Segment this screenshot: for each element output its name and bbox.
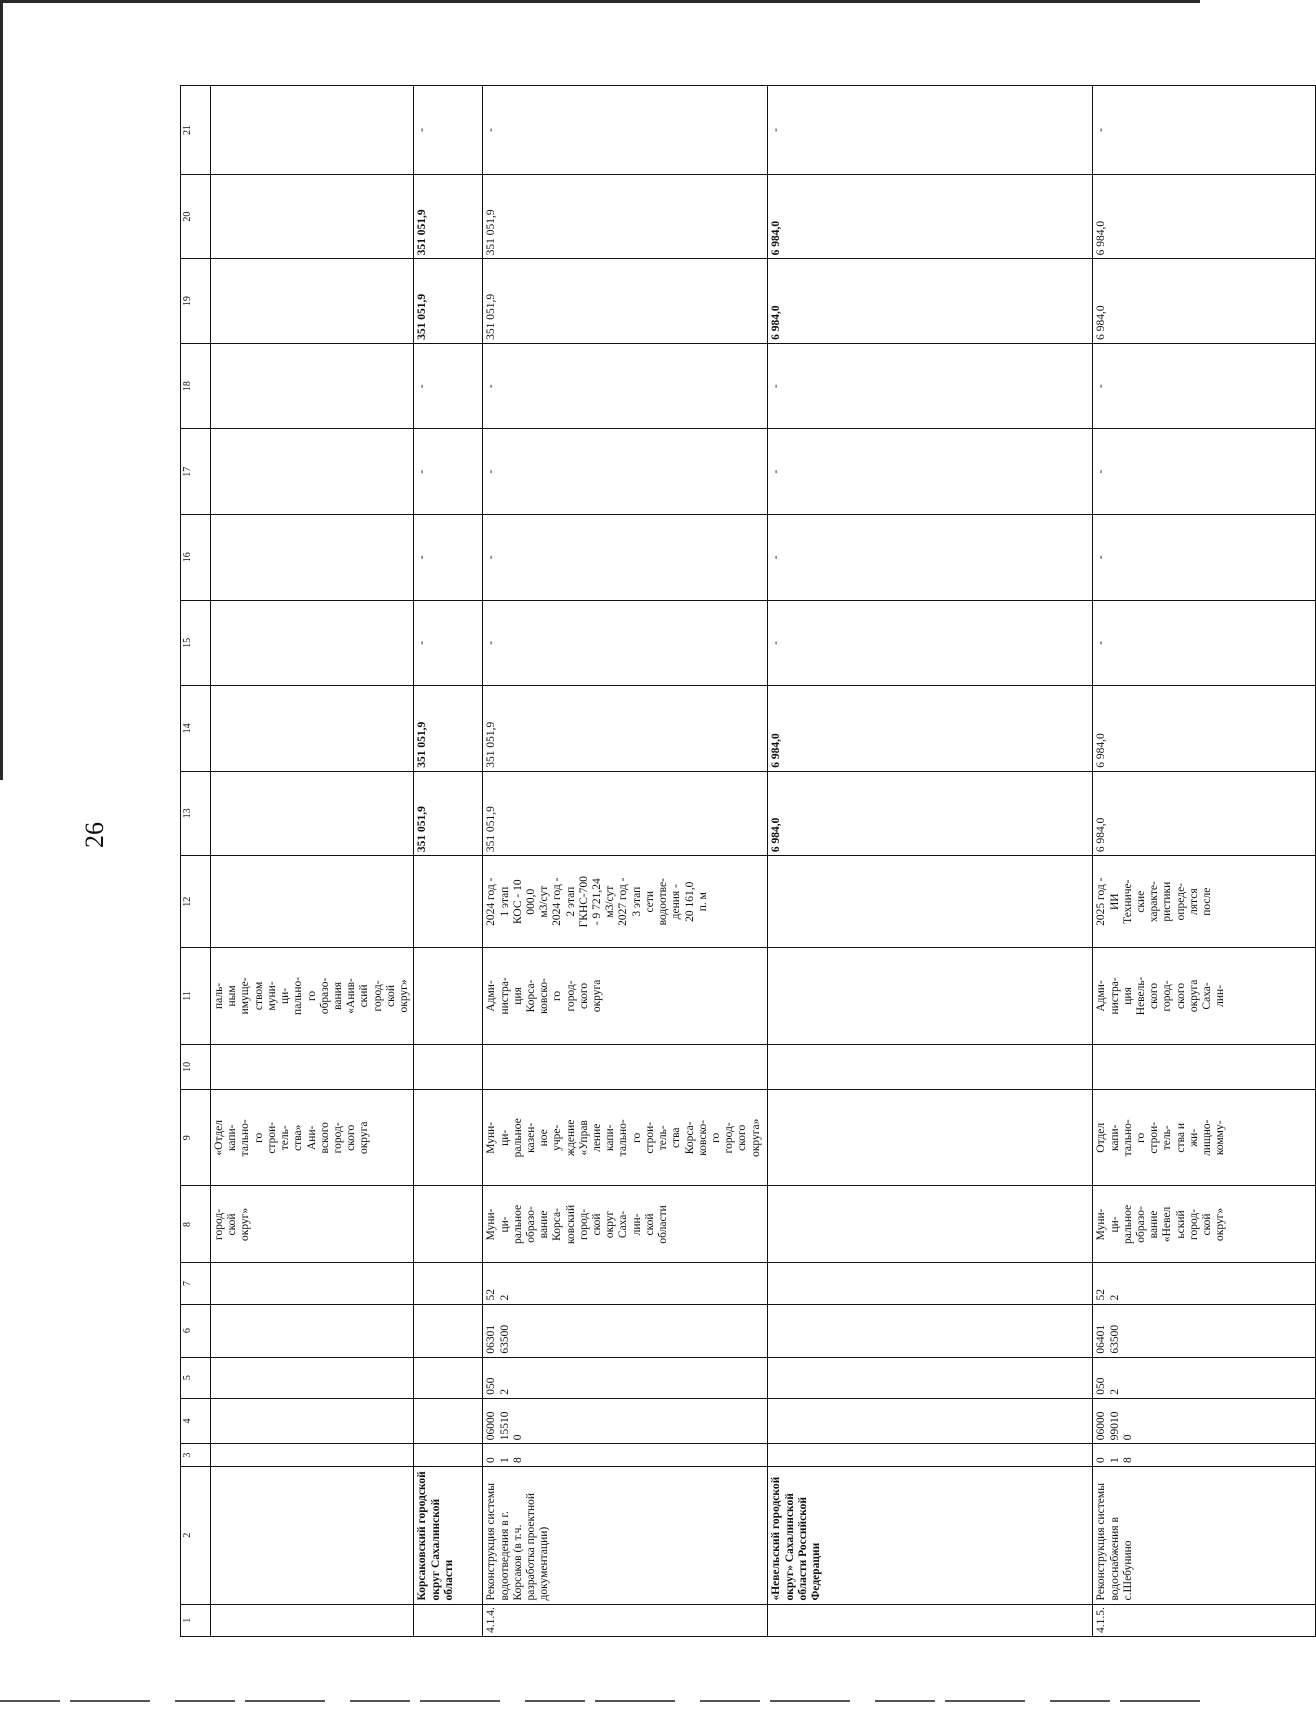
column-number-cell: 21 [181, 86, 211, 175]
item-row [1093, 86, 1316, 1637]
table-cell [414, 1357, 483, 1398]
table-cell [768, 1263, 1093, 1304]
budget-table [180, 85, 1316, 1637]
table-cell [211, 1357, 414, 1398]
column-number-cell: 18 [181, 343, 211, 429]
table-cell: - [768, 515, 1093, 601]
table-cell: 351 051,9 [414, 259, 483, 343]
column-number-cell: 20 [181, 174, 211, 258]
table-cell: Муни- ци- pальное образо- вание «Невел ьский город- ской округ» [1093, 1186, 1316, 1263]
table-cell: - [768, 343, 1093, 429]
table-cell [211, 1466, 414, 1604]
column-number-cell: 6 [181, 1304, 211, 1357]
table-cell: - [1093, 343, 1316, 429]
column-number-cell: 9 [181, 1090, 211, 1186]
table-cell: - [1093, 86, 1316, 175]
table-cell: Адми- нистра- ция Корса- ковско- го город- ского округа [483, 948, 768, 1044]
table-cell: 351 051,9 [414, 174, 483, 258]
table-cell: - [483, 429, 768, 515]
table-cell: - [414, 429, 483, 515]
table-cell: 6 984,0 [1093, 174, 1316, 258]
header-row [181, 86, 211, 1637]
table-cell [211, 259, 414, 343]
table-cell: 351 051,9 [483, 174, 768, 258]
table-cell [211, 515, 414, 601]
table-cell: 6 984,0 [768, 259, 1093, 343]
column-number-cell: 11 [181, 948, 211, 1044]
table-cell [211, 343, 414, 429]
table-cell [768, 1604, 1093, 1636]
table-cell: Корсаковский городской округ Сахалинской области [414, 1466, 483, 1604]
column-number-cell: 19 [181, 259, 211, 343]
page-number: 26 [80, 822, 109, 848]
table-cell: - [768, 600, 1093, 686]
column-number-cell: 17 [181, 429, 211, 515]
table-cell: - [483, 343, 768, 429]
table-cell [414, 1090, 483, 1186]
table-cell: - [414, 600, 483, 686]
subtotal-row [768, 86, 1093, 1637]
table-cell [414, 1186, 483, 1263]
table-cell [414, 948, 483, 1044]
table-cell [211, 1304, 414, 1357]
table-cell [414, 856, 483, 948]
table-cell: «Отдел капи- тально- го строи- тель- ства» Ани- вского город- ского округа [211, 1090, 414, 1186]
table-cell: Реконструкция системы водоотведения в г. Корсаков (в т.ч. разработка проектной документации) [483, 1466, 768, 1604]
table-cell: 06000 99010 0 [1093, 1398, 1316, 1443]
column-number-cell: 5 [181, 1357, 211, 1398]
table-cell: 0 1 8 [1093, 1444, 1316, 1467]
table-cell: - [768, 86, 1093, 175]
table-cell: 351 051,9 [483, 686, 768, 772]
table-cell: - [768, 429, 1093, 515]
table-cell: 2024 год - 1 этап КОС - 10 000,0 м3/сут 2024 год - 2 этап ГКНС-700 - 9 721,24 м3/сут 2027 год - 3 этап сети водоотве- дения - 20 161,0 п. м [483, 856, 768, 948]
table-cell [211, 1444, 414, 1467]
table-cell: - [1093, 600, 1316, 686]
table-cell [211, 429, 414, 515]
table-cell [414, 1304, 483, 1357]
table-cell: Реконструкция системы водоснабжения в с.Шебунино [1093, 1466, 1316, 1604]
table-cell: - [1093, 515, 1316, 601]
table-cell: 351 051,9 [483, 771, 768, 855]
table-cell [768, 1398, 1093, 1443]
table-cell: - [414, 343, 483, 429]
table-cell: 351 051,9 [483, 259, 768, 343]
scan-edge-bottom [0, 1700, 1200, 1702]
table-cell [414, 1398, 483, 1443]
scan-edge-top [0, 0, 1200, 3]
table-cell [768, 1186, 1093, 1263]
table-cell [211, 686, 414, 772]
table-cell [768, 1444, 1093, 1467]
table-cell: 6 984,0 [1093, 771, 1316, 855]
column-number-cell: 15 [181, 600, 211, 686]
table-cell: 6 984,0 [1093, 686, 1316, 772]
column-number-cell: 16 [181, 515, 211, 601]
table-cell: паль- ным имуще- ством муни- ци- пально- го образо- вания «Анив- ский город- ской округ» [211, 948, 414, 1044]
table-cell: 050 2 [1093, 1357, 1316, 1398]
table-cell [211, 856, 414, 948]
table-cell: - [414, 515, 483, 601]
table-cell: 6 984,0 [768, 771, 1093, 855]
table-cell: 06000 15510 0 [483, 1398, 768, 1443]
table-cell: город- ской округ» [211, 1186, 414, 1263]
table-cell [414, 1044, 483, 1089]
subtotal-row [414, 86, 483, 1637]
table-cell: 06301 63500 [483, 1304, 768, 1357]
column-number-cell: 2 [181, 1466, 211, 1604]
table-cell [414, 1263, 483, 1304]
column-number-cell: 13 [181, 771, 211, 855]
column-number-cell: 1 [181, 1604, 211, 1636]
table-cell: - [483, 515, 768, 601]
table-cell: 4.1.4. [483, 1604, 768, 1636]
table-cell [211, 1044, 414, 1089]
table-cell: Отдел капи- тально- го строи- тель- ства и жи- лищно- комму- [1093, 1090, 1316, 1186]
table-cell: Муни- ци- pальное образо- вание Корса- ковский город- ской округ Саха- лин- ской области [483, 1186, 768, 1263]
table-cell [211, 1604, 414, 1636]
table-cell: 2025 год - ИИ Техниче- ские характе- ристики опреде- лятся после [1093, 856, 1316, 948]
table-cell [211, 86, 414, 175]
table-cell [768, 948, 1093, 1044]
column-number-cell: 10 [181, 1044, 211, 1089]
table-cell [768, 1304, 1093, 1357]
table-cell [483, 1044, 768, 1089]
column-number-cell: 7 [181, 1263, 211, 1304]
table-cell [1093, 1044, 1316, 1089]
table-cell: - [414, 86, 483, 175]
column-number-cell: 3 [181, 1444, 211, 1467]
table-cell: 52 2 [1093, 1263, 1316, 1304]
table-cell [211, 1398, 414, 1443]
column-number-cell: 8 [181, 1186, 211, 1263]
table-cell: 06401 63500 [1093, 1304, 1316, 1357]
table-cell [211, 600, 414, 686]
table-cell [768, 856, 1093, 948]
table-cell: - [483, 86, 768, 175]
table-cell [211, 174, 414, 258]
table-cell [414, 1604, 483, 1636]
table-cell: 351 051,9 [414, 771, 483, 855]
table-cell: 6 984,0 [768, 686, 1093, 772]
table-cell [768, 1357, 1093, 1398]
table-cell: 351 051,9 [414, 686, 483, 772]
scan-edge-left [0, 0, 3, 780]
continuation-row [211, 86, 414, 1637]
table-cell: Адми- нистра- ция Невель- ского город- ского округа Саха- лин- [1093, 948, 1316, 1044]
column-number-cell: 14 [181, 686, 211, 772]
table-cell: Муни- ци- pальное казен- ное учре- ждение «Управ ление капи- тально- го строи- тель- ства Корса- ковско- го город- ского округа» [483, 1090, 768, 1186]
table-cell: 6 984,0 [1093, 259, 1316, 343]
table-cell: - [483, 600, 768, 686]
table-cell: - [1093, 429, 1316, 515]
item-row [483, 86, 768, 1637]
table-cell: 0 1 8 [483, 1444, 768, 1467]
table-cell [211, 1263, 414, 1304]
table-cell: 52 2 [483, 1263, 768, 1304]
table-cell [768, 1044, 1093, 1089]
column-number-cell: 12 [181, 856, 211, 948]
table-cell: 4.1.5. [1093, 1604, 1316, 1636]
table-cell [768, 1090, 1093, 1186]
table-cell [211, 771, 414, 855]
rotated-table-frame [180, 85, 1227, 1637]
table-cell [414, 1444, 483, 1467]
column-number-cell: 4 [181, 1398, 211, 1443]
table-cell: «Невельский городской округ» Сахалинской области Российской Федерации [768, 1466, 1093, 1604]
table-cell: 050 2 [483, 1357, 768, 1398]
table-cell: 6 984,0 [768, 174, 1093, 258]
